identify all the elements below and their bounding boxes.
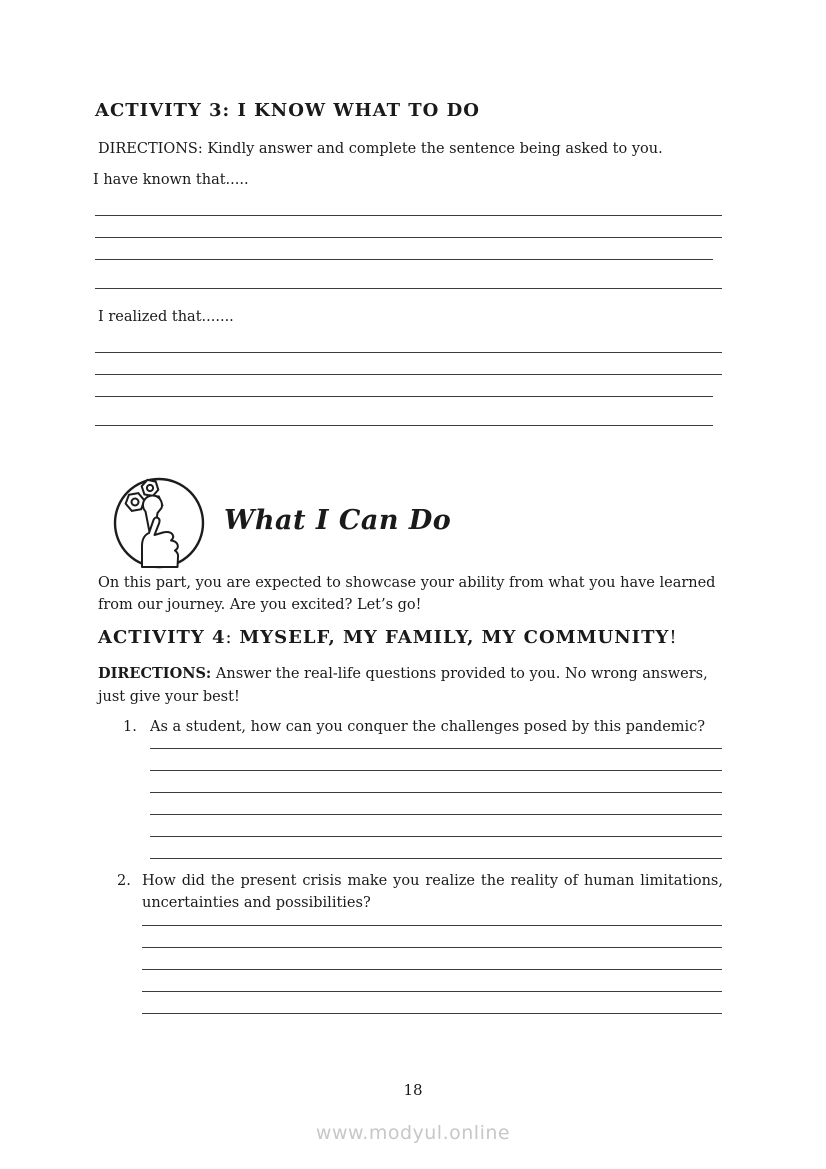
prompt-realized-answer-lines [95,331,722,397]
activity4-title-label: ACTIVITY 4 [98,627,226,648]
answer-line [142,970,722,992]
activity4-directions-label: DIRECTIONS: [98,665,212,682]
prompt-realized-label: I realized that....... [98,309,234,325]
prompt-realized-answer-lines [95,404,713,426]
activity4-title-text: MYSELF, MY FAMILY, MY COMMUNITY [239,627,670,648]
answer-line [95,353,722,375]
answer-line [142,904,722,926]
answer-line [150,771,722,793]
activity4-directions-text: Answer the real-life questions provided to you. No wrong answers, just give your best! [98,666,708,705]
answer-line [95,194,722,216]
answer-line [150,837,722,859]
page-number: 18 [403,1081,423,1099]
question-2-answer-lines [142,904,722,1014]
question-1-text: As a student, how can you conquer the challenges posed by this pandemic? [150,719,706,735]
answer-line [150,815,722,837]
question-1-number: 1. [123,719,137,735]
prompt-known-label: I have known that..... [93,172,249,188]
answer-line [150,749,722,771]
what-i-can-do-heading: What I Can Do [224,505,452,536]
answer-line [95,216,722,238]
activity4-title-colon: : [225,627,240,648]
hand-wrench-nuts-icon [113,477,205,569]
what-i-can-do-intro: On this part, you are expected to showcase your ability from what you have learned from our journey. Are you excited? Let’s go! [98,575,716,613]
prompt-known-answer-lines [95,194,722,260]
activity3-directions: DIRECTIONS: Kindly answer and complete the sentence being asked to you. [98,141,663,157]
question-2-number: 2. [117,873,131,889]
prompt-known-answer-lines [95,267,722,289]
answer-line [95,404,713,426]
activity4-directions [98,662,732,709]
answer-line [150,793,722,815]
question-1-answer-lines [150,727,722,859]
answer-line [142,992,722,1014]
answer-line [142,948,722,970]
answer-line [95,375,713,397]
question-2-text: How did the present crisis make you realize the reality of human limitations, uncertainties and possibilities? [142,873,723,911]
activity3-title: ACTIVITY 3: I KNOW WHAT TO DO [95,100,480,121]
answer-line [95,267,722,289]
answer-line [142,926,722,948]
activity4-title [98,627,678,648]
activity4-title-bang: ! [669,627,678,648]
answer-line [95,331,722,353]
watermark: www.modyul.online [315,1122,511,1144]
answer-line [95,238,713,260]
answer-line [150,727,722,749]
